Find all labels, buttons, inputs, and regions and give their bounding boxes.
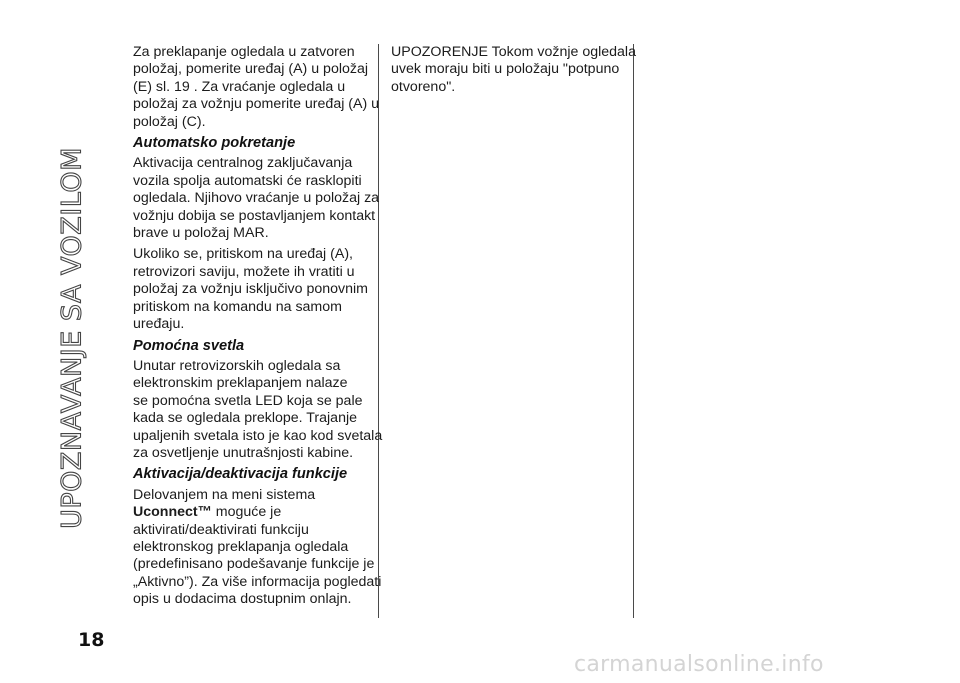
text-line: položaj za vožnju pomerite uređaj (A) u bbox=[133, 96, 380, 113]
text-line: kada se ogledala preklope. Trajanje bbox=[133, 410, 357, 427]
text-line: Delovanjem na meni sistema bbox=[133, 486, 316, 503]
text-line: Za preklapanje ogledala u zatvoren bbox=[133, 44, 355, 60]
text-line: opis u dodacima dostupnim onlajn. bbox=[133, 591, 352, 608]
text-line: Ukoliko se, pritiskom na uređaj (A), bbox=[133, 246, 353, 263]
text-line: položaj (C). bbox=[133, 113, 206, 130]
text-line: aktivirati/deaktivirati funkciju bbox=[133, 521, 309, 538]
right-text-column bbox=[391, 44, 636, 100]
uconnect-brand: Uconnect™ bbox=[133, 504, 212, 521]
heading-automatic-operation: Automatsko pokretanje bbox=[133, 135, 296, 152]
heading-auxiliary-lights: Pomoćna svetla bbox=[133, 337, 245, 354]
text-fragment: moguće je bbox=[211, 504, 282, 521]
page-number: 18 bbox=[78, 629, 105, 651]
paragraph-central-locking bbox=[133, 155, 380, 242]
text-line: uvek moraju biti u položaju "potpuno bbox=[391, 61, 620, 78]
text-line: Unutar retrovizorskih ogledala sa bbox=[133, 357, 341, 374]
text-line: brave u položaj MAR. bbox=[133, 225, 269, 242]
text-line: se pomoćna svetla LED koja se pale bbox=[133, 392, 363, 409]
text-line: retrovizori saviju, možete ih vratiti u bbox=[133, 263, 355, 280]
text-line: vožnju dobija se postavljanjem kontakt bbox=[133, 207, 376, 224]
text-line: položaj za vožnju isključivo ponovnim bbox=[133, 281, 369, 298]
text-line: (E) sl. 19 . Za vraćanje ogledala u bbox=[133, 78, 346, 95]
text-line: UPOZORENJE Tokom vožnje ogledala bbox=[391, 44, 636, 60]
text-line: Aktivacija centralnog zaključavanja bbox=[133, 155, 353, 172]
text-line: vozila spolja automatski će rasklopiti bbox=[133, 172, 362, 189]
column-divider-right bbox=[633, 44, 634, 618]
text-line: elektronskim preklapanjem nalaze bbox=[133, 375, 348, 392]
text-line: pritiskom na komandu na samom bbox=[133, 298, 342, 315]
text-line: „Aktivno”). Za više informacija pogledati bbox=[133, 573, 382, 590]
text-line: ogledala. Njihovo vraćanje u položaj za bbox=[133, 190, 380, 207]
text-line: (predefinisano podešavanje funkcije je bbox=[133, 556, 375, 573]
text-line bbox=[133, 504, 369, 521]
paragraph-uconnect-menu bbox=[133, 486, 382, 609]
intro-paragraph bbox=[133, 44, 380, 131]
text-line: položaj, pomerite uređaj (A) u položaj bbox=[133, 61, 369, 78]
section-side-title: UPOZNAVANJE SA VOZILOM bbox=[56, 147, 88, 529]
text-line: za osvetljenje unutrašnjosti kabine. bbox=[133, 444, 354, 461]
text-line: uređaju. bbox=[133, 316, 185, 333]
text-line: upaljenih svetala isto je kao kod svetala bbox=[133, 427, 383, 444]
left-text-column bbox=[133, 44, 383, 613]
text-line: otvoreno". bbox=[391, 78, 456, 95]
paragraph-led-lights bbox=[133, 357, 383, 462]
paragraph-mirror-fold-reset bbox=[133, 246, 369, 333]
text-line: elektronskog preklapanja ogledala bbox=[133, 538, 349, 555]
watermark: carmanualsonline.info bbox=[574, 652, 824, 677]
heading-function-activation: Aktivacija/deaktivacija funkcije bbox=[133, 466, 348, 483]
column-divider-left bbox=[378, 44, 379, 618]
warning-paragraph bbox=[391, 44, 636, 96]
